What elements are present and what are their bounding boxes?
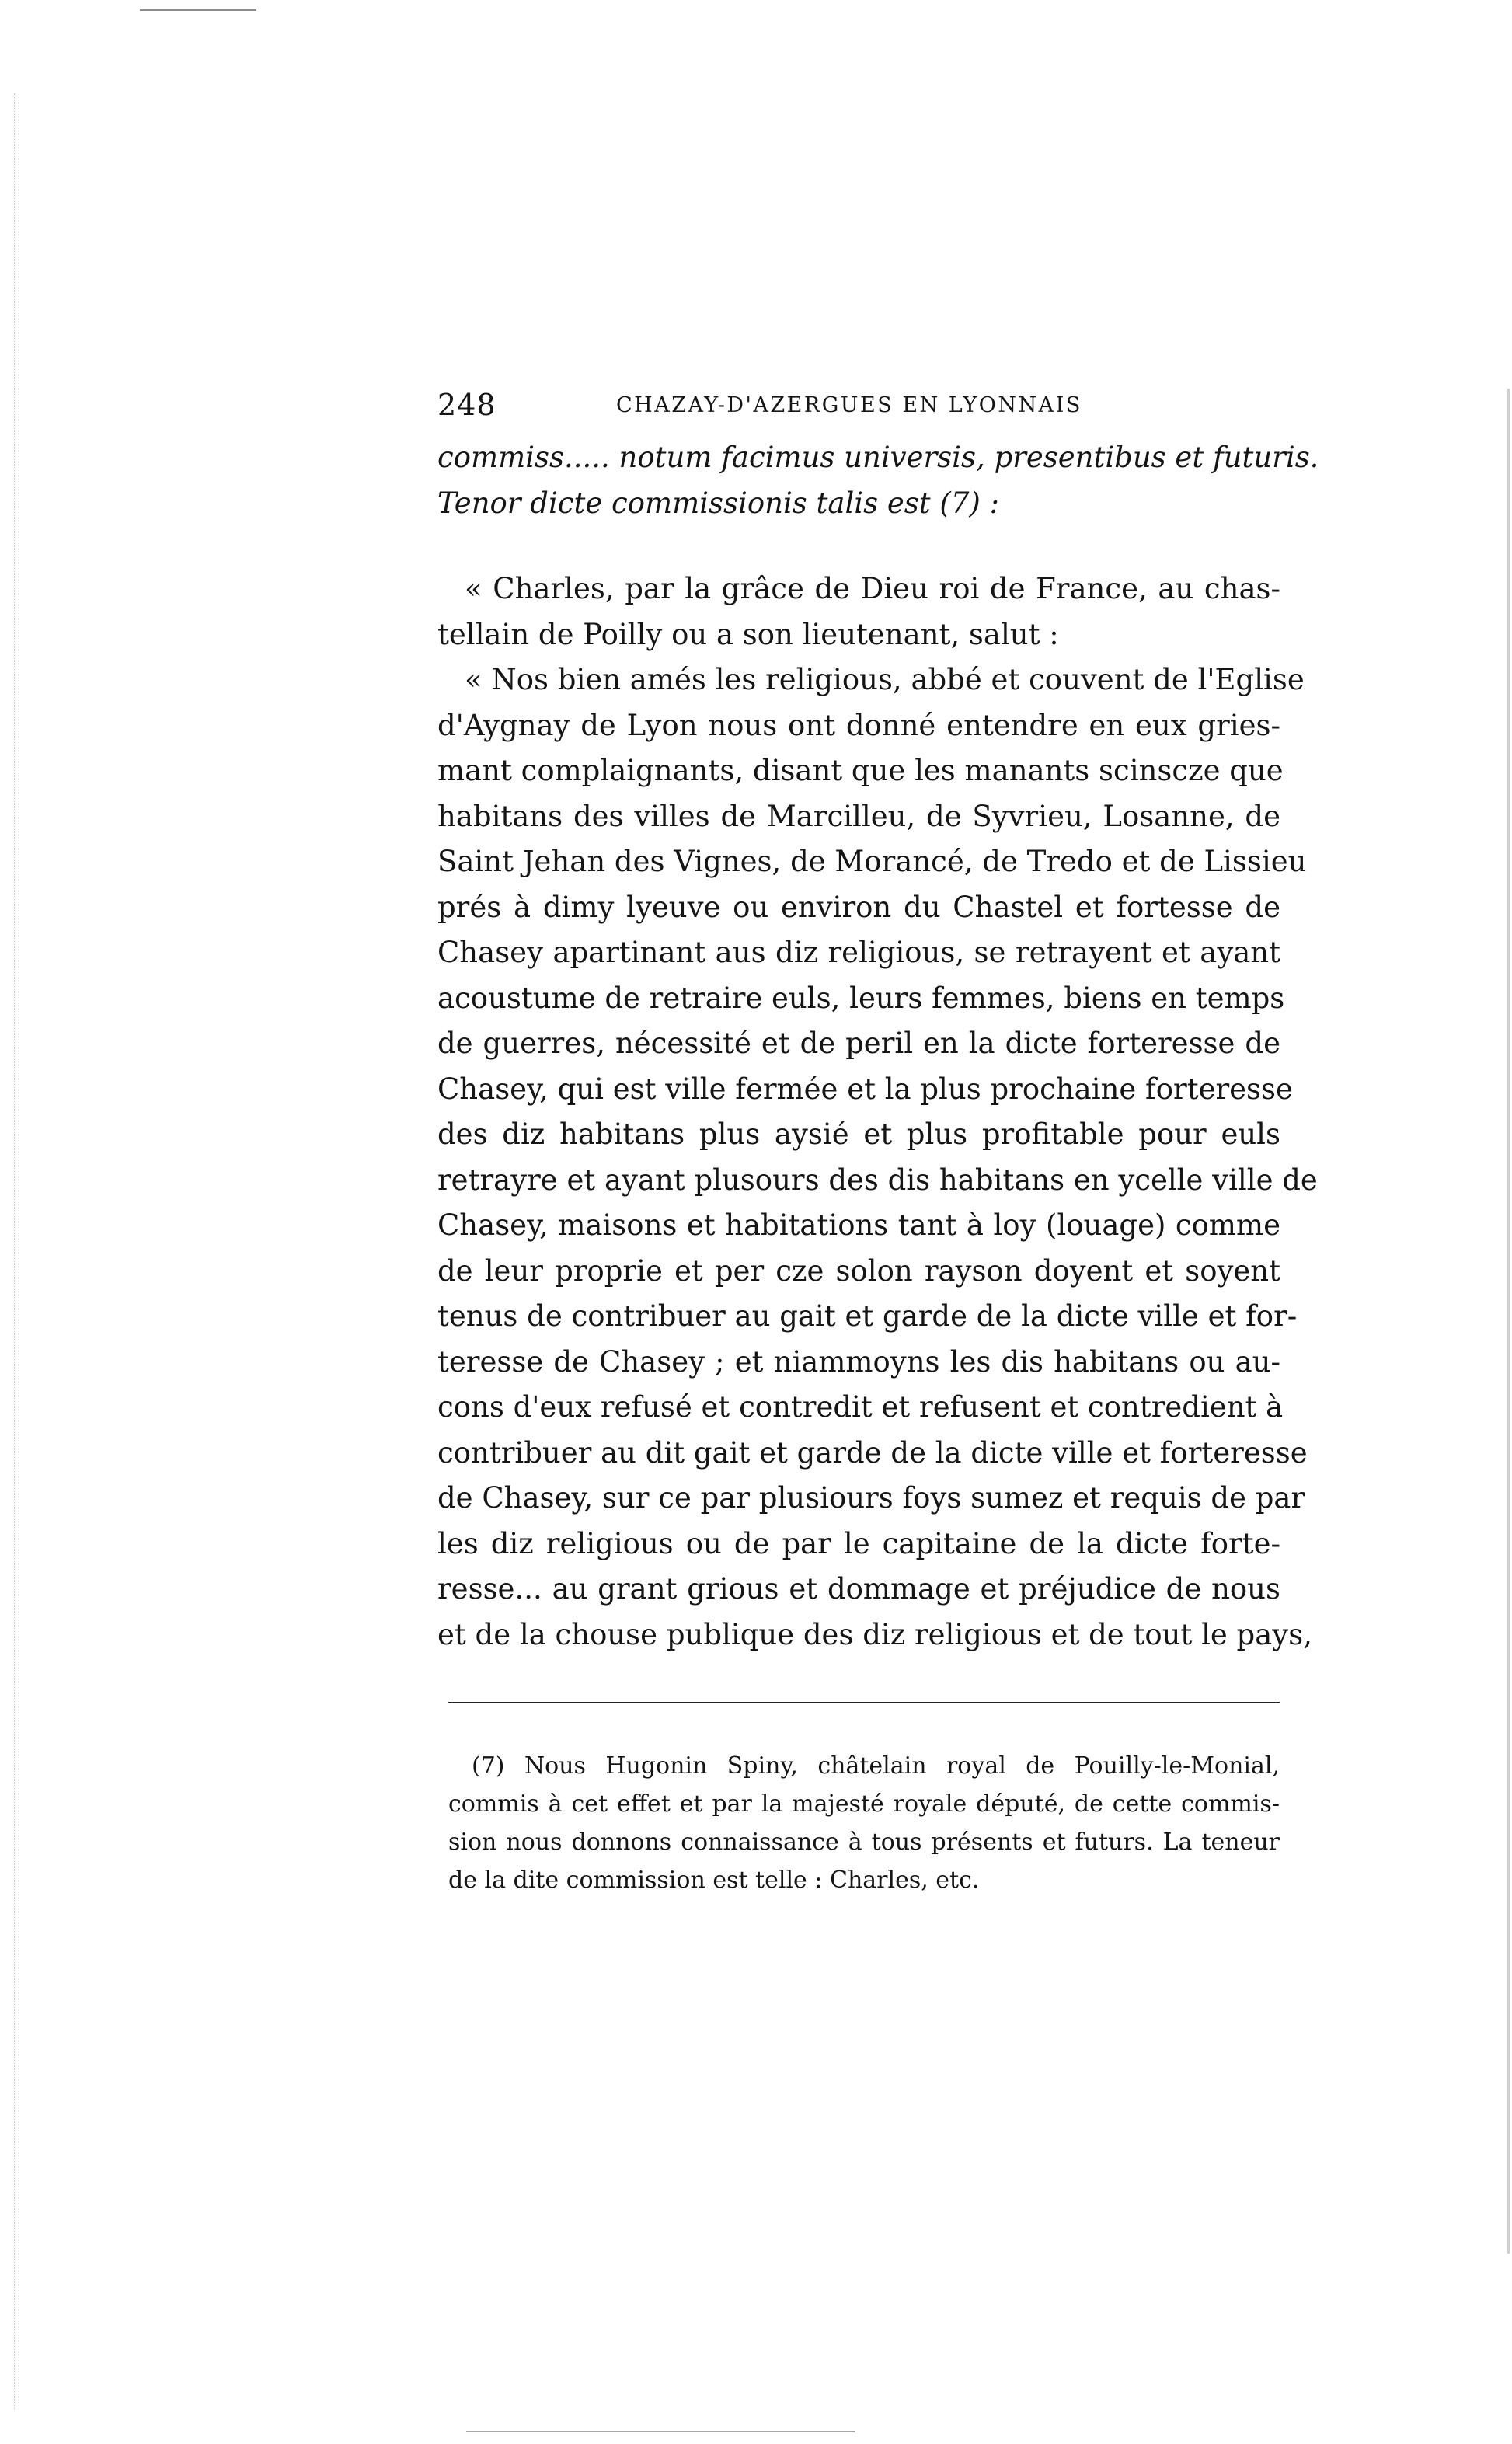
- text-line: teresse de Chasey ; et niammoyns les dis habitans ou au-: [437, 1344, 1280, 1379]
- text-line: les diz religious ou de par le capitaine de la dicte forte-: [437, 1526, 1280, 1560]
- text-line: habitans des villes de Marcilleu, de Syvrieu, Losanne, de: [437, 799, 1280, 833]
- running-head: [437, 387, 1277, 423]
- running-title: CHAZAY-D'AZERGUES EN LYONNAIS: [616, 393, 1082, 417]
- text-line: Tenor dicte commissionis talis est (7) :: [437, 486, 1000, 520]
- text-line: acoustume de retraire euls, leurs femmes, biens en temps: [437, 981, 1285, 1015]
- text-line: contribuer au dit gait et garde de la dicte ville et forteresse: [437, 1435, 1308, 1470]
- text-line: Chasey apartinant aus diz religious, se retrayent et ayant: [437, 936, 1280, 969]
- page-number: 248: [437, 388, 496, 422]
- text-line: de leur proprie et per cze solon rayson doyent et soyent: [437, 1253, 1280, 1288]
- text-line: cons d'eux refusé et contredit et refusent et contredient à: [437, 1390, 1284, 1424]
- text-line: tellain de Poilly ou a son lieutenant, salut :: [437, 617, 1059, 651]
- text-line: et de la chouse publique des diz religious et de tout le pays,: [437, 1617, 1312, 1651]
- footnote-line: sion nous donnons connaissance à tous présents et futurs. La teneur: [448, 1829, 1280, 1856]
- footnote-line: commis à cet effet et par la majesté royale député, de cette commis-: [448, 1790, 1280, 1818]
- main-text: [437, 435, 1319, 1658]
- text-line: retrayre et ayant plusours des dis habitans en ycelle ville de: [437, 1163, 1318, 1197]
- text-line: de Chasey, sur ce par plusiours foys sumez et requis de par: [437, 1481, 1305, 1515]
- text-line: Chasey, maisons et habitations tant à loy (louage) comme: [437, 1208, 1280, 1242]
- scan-artifact-bottom: [466, 2431, 855, 2432]
- text-line: « Charles, par la grâce de Dieu roi de France, au chas-: [465, 572, 1280, 605]
- paragraph-gap: [437, 526, 1280, 567]
- footnotes: [448, 1747, 1280, 1899]
- footnote-line: (7) Nous Hugonin Spiny, châtelain royal de Pouilly-le-Monial,: [472, 1752, 1280, 1780]
- scan-artifact-left-edge: [14, 93, 16, 2409]
- text-line: commiss..... notum facimus universis, presentibus et futuris.: [437, 441, 1319, 474]
- footnote-rule: [448, 1702, 1280, 1703]
- text-line: resse... au grant grious et dommage et préjudice de nous: [437, 1572, 1280, 1606]
- text-line: de guerres, nécessité et de peril en la dicte forteresse de: [437, 1027, 1280, 1060]
- text-line: « Nos bien amés les religious, abbé et couvent de l'Eglise: [465, 663, 1305, 696]
- text-line: tenus de contribuer au gait et garde de la dicte ville et for-: [437, 1299, 1298, 1333]
- text-line: Chasey, qui est ville fermée et la plus prochaine forteresse: [437, 1072, 1293, 1106]
- text-line: prés à dimy lyeuve ou environ du Chastel et fortesse de: [437, 890, 1280, 924]
- text-line: Saint Jehan des Vignes, de Morancé, de Tredo et de Lissieu: [437, 845, 1307, 878]
- scan-artifact-right-edge: [1507, 389, 1512, 2254]
- text-line: mant complaignants, disant que les manants scinscze que: [437, 754, 1284, 787]
- text-line: des diz habitans plus aysié et plus profitable pour euls: [437, 1117, 1280, 1151]
- text-line: d'Aygnay de Lyon nous ont donné entendre en eux gries-: [437, 708, 1280, 742]
- scan-artifact-top: [140, 9, 256, 11]
- footnote-line: de la dite commission est telle : Charles, etc.: [448, 1867, 980, 1894]
